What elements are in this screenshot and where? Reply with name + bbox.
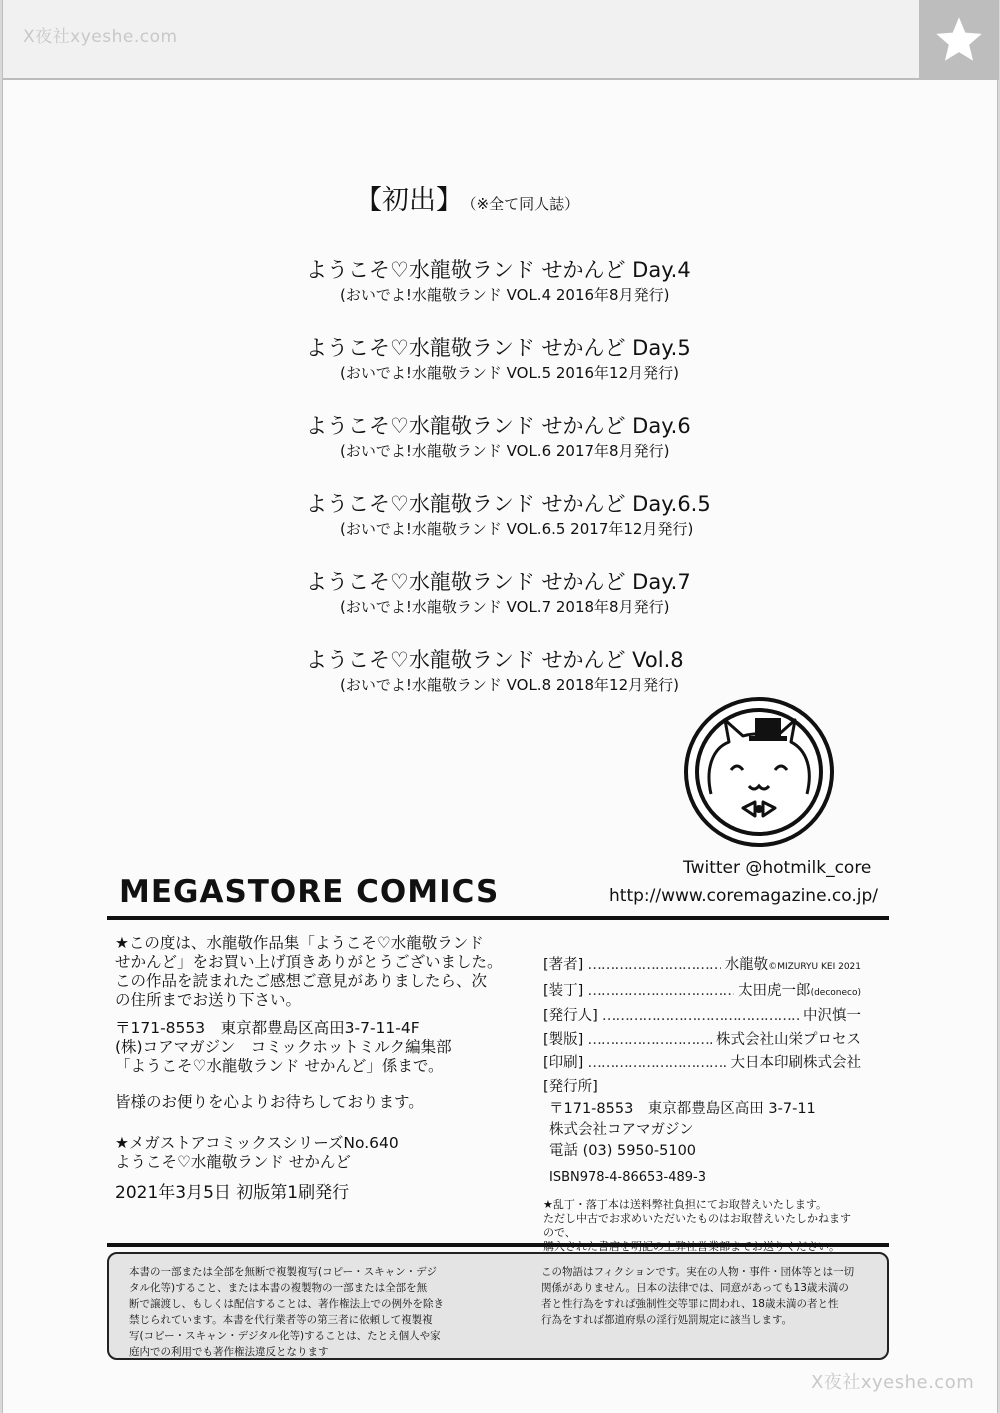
address-line: (株)コアマガジン コミックホットミルク編集部: [115, 1038, 452, 1056]
credit-row: [543, 1052, 861, 1076]
first-publication-title: 【初出】: [355, 185, 463, 216]
work-source: (おいでよ!水龍敬ランド VOL.6.5 2017年12月発行): [340, 520, 694, 538]
legal-line: タル化等)すること、または本書の複製物の一部または全部を無: [129, 1282, 428, 1294]
thanks-line: この作品を読まれたご感想ご意見がありましたら、次: [115, 972, 488, 990]
star-icon: [933, 14, 985, 66]
legal-notice-box: [107, 1252, 889, 1360]
credit-value: 水龍敬: [724, 957, 769, 973]
credit-label: [製版]: [543, 1031, 584, 1048]
colophon-page: [2, 0, 998, 1413]
disclaimer-line: ただし中古でお求めいただいたものはお取替えいたしかねますので、: [543, 1211, 851, 1239]
work-source: (おいでよ!水龍敬ランド VOL.7 2018年8月発行): [340, 598, 670, 616]
watermark-top: X夜社xyeshe.com: [23, 27, 178, 47]
work-title: ようこそ♡水龍敬ランド せかんど Day.5: [306, 336, 691, 360]
brand-logo-text: MEGASTORE COMICS: [119, 874, 500, 910]
bookmark-star-button[interactable]: [919, 0, 999, 80]
credit-note: (deconeco): [810, 987, 861, 998]
credit-value: 中沢慎一: [803, 1008, 861, 1024]
legal-line: 本書の一部または全部を無断で複製複写(コピー・スキャン・デジ: [129, 1266, 437, 1278]
isbn: ISBN978-4-86653-489-3: [549, 1170, 707, 1185]
legal-line: 行為をすれば都道府県の淫行処罰規定に該当します。: [541, 1314, 793, 1326]
thanks-line: ★この度は、水龍敬作品集「ようこそ♡水龍敬ランド: [115, 934, 484, 952]
reader-message: [115, 934, 515, 1205]
work-item: [306, 567, 766, 645]
work-source: (おいでよ!水龍敬ランド VOL.8 2018年12月発行): [340, 676, 679, 694]
credit-value: 大日本印刷株式会社: [730, 1055, 861, 1071]
credit-value: 太田虎一郎: [738, 982, 811, 999]
address-line: 〒171-8553 東京都豊島区高田3-7-11-4F: [115, 1019, 420, 1037]
first-publication-note: （※全て同人誌）: [469, 195, 580, 213]
credit-row: [543, 1005, 861, 1029]
credit-row: [543, 1029, 861, 1053]
publisher-label: [発行所]: [543, 1078, 598, 1095]
issue-date: 2021年3月5日 初版第1刷発行: [115, 1183, 350, 1203]
legal-line: 写(コピー・スキャン・デジタル化等)することは、たとえ個人や家: [129, 1330, 441, 1342]
cat-mascot-logo: [683, 696, 835, 848]
credit-label: [発行人]: [543, 1008, 598, 1024]
credit-label: [装丁]: [543, 982, 584, 999]
legal-line: 者と性行為をすれば強制性交等罪に問われ、18歳未満の者と性: [541, 1298, 839, 1310]
credit-label: [著者]: [543, 957, 584, 973]
fiction-notice: [541, 1264, 871, 1328]
work-source: (おいでよ!水龍敬ランド VOL.6 2017年8月発行): [340, 442, 670, 460]
work-source: (おいでよ!水龍敬ランド VOL.4 2016年8月発行): [340, 286, 670, 304]
divider-bottom: [107, 1243, 889, 1247]
work-item: [306, 411, 766, 489]
work-item: [306, 255, 766, 333]
thanks-line: せかんど」をお買い上げ頂きありがとうございました。: [115, 953, 503, 971]
credit-row: [543, 954, 861, 980]
legal-line: 庭内での利用でも著作権法違反となります: [129, 1346, 329, 1358]
legal-line: 関係がありません。日本の法律では、同意があっても13歳未満の: [541, 1282, 849, 1294]
series-line: ようこそ♡水龍敬ランド せかんど: [115, 1153, 351, 1171]
credit-label: [印刷]: [543, 1055, 584, 1071]
header-band: [3, 0, 999, 80]
work-item: [306, 333, 766, 411]
first-publication-heading: [355, 178, 579, 217]
credit-value: 株式会社山栄プロセス: [716, 1031, 861, 1048]
publisher-address: [543, 1099, 861, 1162]
series-line: ★メガストアコミックスシリーズNo.640: [115, 1134, 399, 1152]
publisher-url[interactable]: http://www.coremagazine.co.jp/: [609, 886, 879, 906]
disclaimer-line: ★乱丁・落丁本は送料弊社負担にてお取替えいたします。: [543, 1197, 827, 1211]
work-title: ようこそ♡水龍敬ランド せかんど Day.4: [306, 258, 691, 282]
address-line: 「ようこそ♡水龍敬ランド せかんど」係まで。: [115, 1057, 444, 1075]
work-title: ようこそ♡水龍敬ランド せかんど Day.6: [306, 414, 691, 438]
legal-line: この物語はフィクションです。実在の人物・事件・団体等とは一切: [541, 1266, 855, 1278]
work-item: [306, 489, 766, 567]
credit-row: [543, 980, 861, 1006]
legal-line: 禁じられています。本書を代行業者等の第三者に依頼して複製複: [129, 1314, 433, 1326]
watermark-bottom: X夜社xyeshe.com: [811, 1372, 975, 1393]
copyright-notice: [129, 1264, 469, 1360]
publisher-line: 〒171-8553 東京都豊島区高田 3-7-11: [549, 1101, 816, 1117]
work-source: (おいでよ!水龍敬ランド VOL.5 2016年12月発行): [340, 364, 679, 382]
work-title: ようこそ♡水龍敬ランド せかんど Vol.8: [306, 648, 684, 672]
works-list: [306, 255, 766, 723]
twitter-handle[interactable]: Twitter @hotmilk_core: [683, 858, 872, 878]
closing-line: 皆様のお便りを心よりお待ちしております。: [115, 1093, 424, 1111]
work-title: ようこそ♡水龍敬ランド せかんど Day.6.5: [306, 492, 711, 516]
work-title: ようこそ♡水龍敬ランド せかんど Day.7: [306, 570, 691, 594]
publisher-line: 電話 (03) 5950-5100: [549, 1143, 697, 1159]
legal-line: 断で譲渡し、もしくは配信することは、著作権法上での例外を除き: [129, 1298, 444, 1310]
credits-block: [543, 954, 861, 1254]
credit-note: ©MIZURYU KEI 2021: [768, 962, 861, 972]
publisher-line: 株式会社コアマガジン: [549, 1122, 694, 1138]
divider-top: [107, 916, 889, 920]
thanks-line: の住所までお送り下さい。: [115, 991, 302, 1009]
